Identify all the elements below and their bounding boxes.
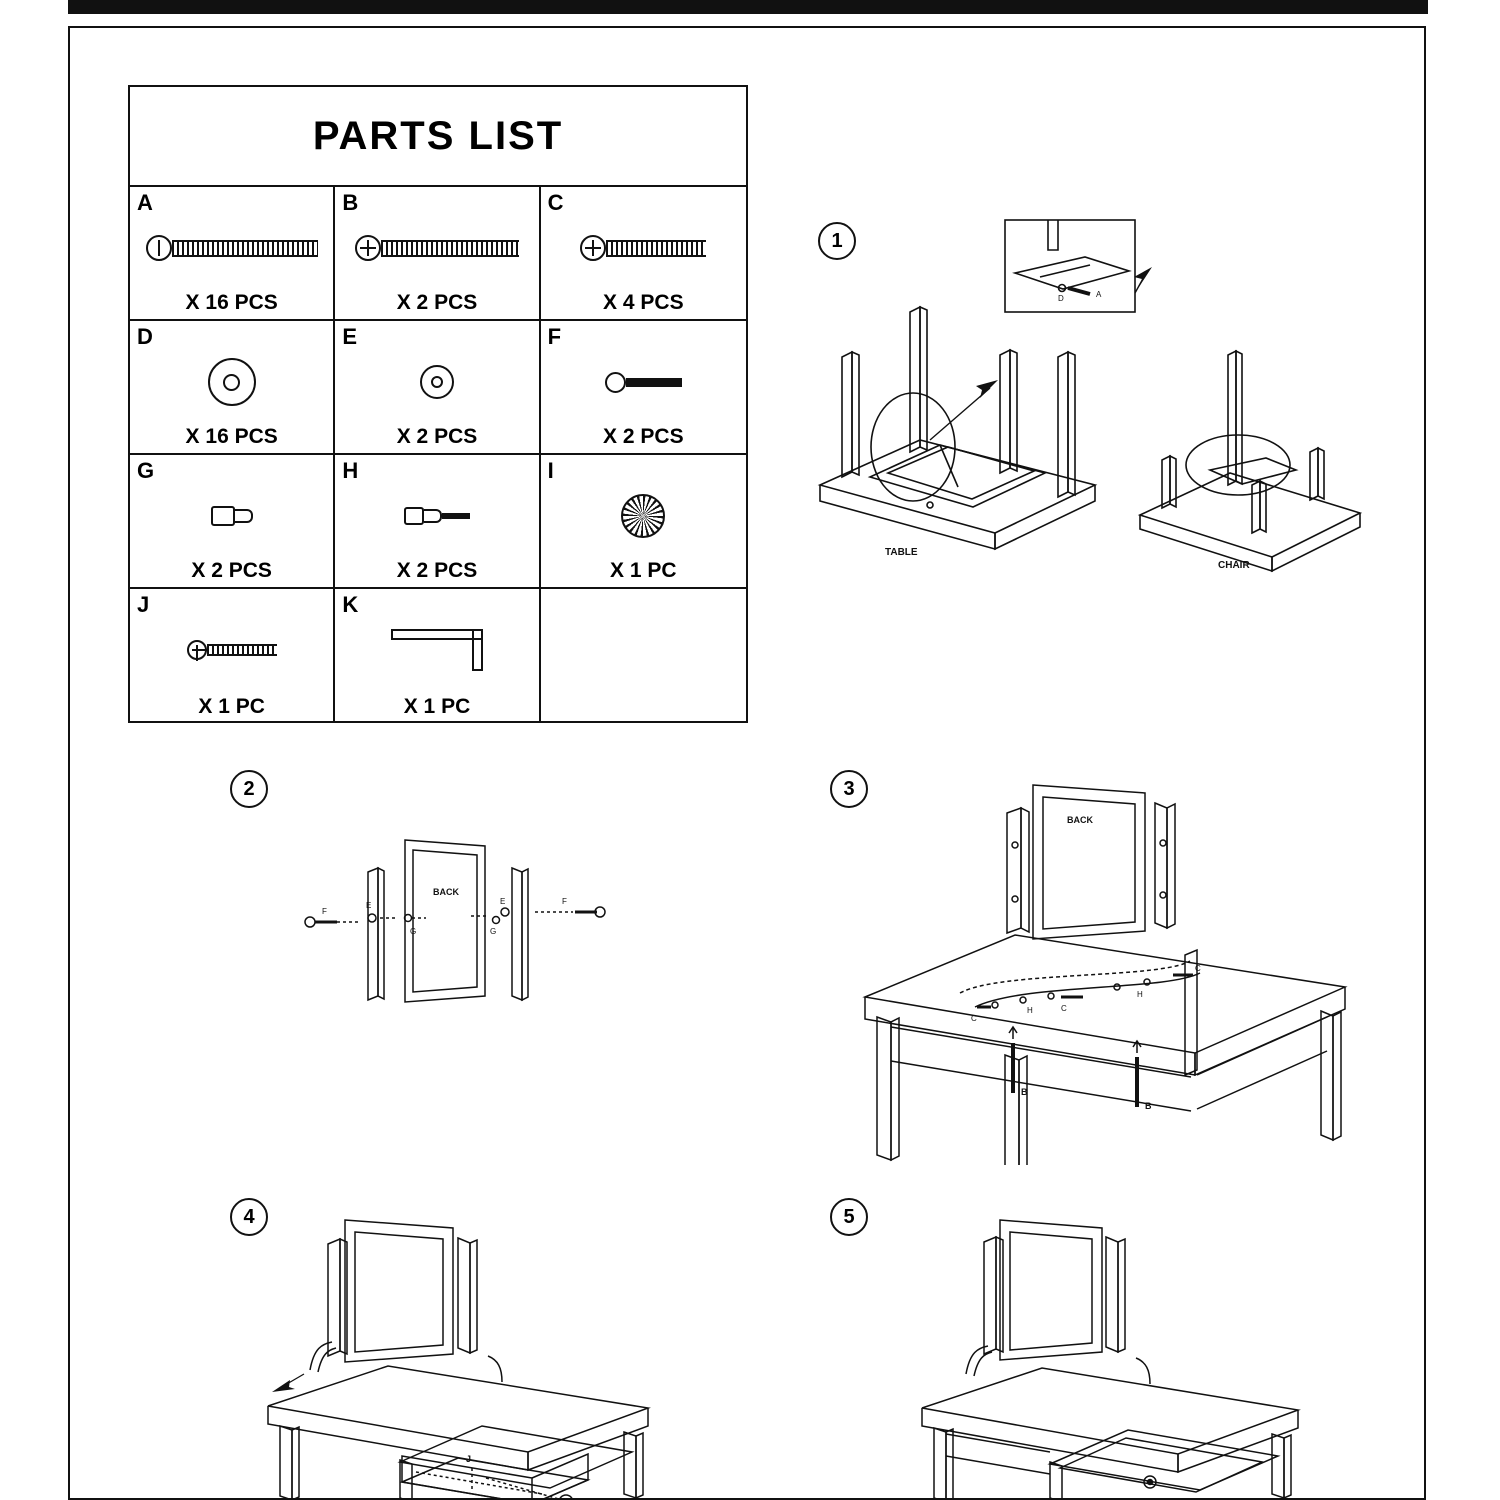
step-number-1: 1	[818, 222, 856, 260]
svg-text:B: B	[1021, 1087, 1028, 1097]
part-label-h: H	[342, 458, 359, 483]
svg-text:E: E	[366, 901, 372, 910]
part-qty-j: X 1 PC	[198, 695, 265, 718]
allen-wrench-icon	[335, 619, 538, 681]
svg-text:BACK: BACK	[1067, 815, 1093, 825]
svg-text:A: A	[1096, 290, 1102, 299]
part-label-f: F	[547, 324, 562, 349]
bushing-icon	[130, 485, 333, 547]
part-cell-f	[541, 321, 746, 455]
svg-text:C: C	[1061, 1004, 1067, 1013]
washer-icon	[335, 351, 538, 413]
step-4-figure	[250, 1210, 670, 1500]
svg-text:J: J	[466, 1454, 472, 1464]
part-label-k: K	[342, 592, 359, 617]
step-number-2: 2	[230, 770, 268, 808]
part-cell-h	[335, 455, 540, 589]
part-qty-b: X 2 PCS	[396, 291, 478, 314]
part-cell-empty	[541, 589, 746, 723]
part-cell-k	[335, 589, 540, 723]
part-qty-g: X 2 PCS	[191, 559, 272, 582]
part-cell-j	[130, 589, 335, 723]
svg-text:C: C	[971, 1014, 977, 1023]
svg-text:H: H	[1137, 990, 1143, 999]
step-number-5: 5	[830, 1198, 868, 1236]
part-label-a: A	[137, 190, 153, 215]
part-label-e: E	[342, 324, 358, 349]
svg-text:BACK: BACK	[433, 887, 459, 897]
washer-icon	[130, 351, 333, 413]
step-number-4: 4	[230, 1198, 268, 1236]
part-qty-a: X 16 PCS	[185, 291, 278, 314]
parts-list-grid	[130, 187, 746, 723]
part-cell-c	[541, 187, 746, 321]
knob-screw-icon	[541, 351, 746, 413]
bolt-icon	[541, 217, 746, 279]
svg-text:E: E	[500, 897, 506, 906]
svg-text:D: D	[1058, 294, 1064, 303]
part-qty-e: X 2 PCS	[396, 425, 478, 448]
sleeve-icon	[335, 485, 538, 547]
svg-text:G: G	[490, 927, 497, 936]
parts-list-table	[128, 85, 748, 723]
parts-list-title	[130, 87, 746, 187]
step-number-3: 3	[830, 770, 868, 808]
bolt-icon	[130, 217, 333, 279]
svg-text:TABLE: TABLE	[885, 547, 918, 558]
svg-text:B: B	[1145, 1101, 1152, 1111]
part-qty-d: X 16 PCS	[185, 425, 278, 448]
part-qty-k: X 1 PC	[403, 695, 471, 718]
screw-icon	[130, 619, 333, 681]
part-qty-i: X 1 PC	[610, 559, 677, 582]
step-2-figure	[300, 830, 620, 1030]
part-cell-e	[335, 321, 540, 455]
step-1-figure	[800, 215, 1400, 585]
part-cell-d	[130, 321, 335, 455]
svg-text:CHAIR: CHAIR	[1218, 560, 1250, 571]
round-knob-icon	[541, 485, 746, 547]
part-qty-h: X 2 PCS	[396, 559, 478, 582]
page-title: PARTS LIST	[312, 113, 564, 158]
svg-text:G: G	[410, 927, 417, 936]
part-label-j: J	[137, 592, 150, 617]
bolt-icon	[335, 217, 538, 279]
step-3-figure	[855, 775, 1365, 1165]
part-cell-a	[130, 187, 335, 321]
part-qty-f: X 2 PCS	[603, 425, 684, 448]
part-cell-b	[335, 187, 540, 321]
part-qty-c: X 4 PCS	[603, 291, 684, 314]
part-label-d: D	[137, 324, 153, 349]
step-5-figure	[900, 1210, 1320, 1500]
part-cell-i	[541, 455, 746, 589]
part-label-i: I	[547, 458, 554, 483]
part-label-b: B	[342, 190, 359, 215]
svg-text:F: F	[562, 897, 567, 906]
svg-text:H: H	[1027, 1006, 1033, 1015]
part-label-c: C	[547, 190, 564, 215]
top-black-bar	[68, 0, 1428, 14]
part-label-g: G	[137, 458, 155, 483]
svg-text:F: F	[322, 907, 327, 916]
part-cell-g	[130, 455, 335, 589]
svg-text:C: C	[1195, 964, 1201, 973]
